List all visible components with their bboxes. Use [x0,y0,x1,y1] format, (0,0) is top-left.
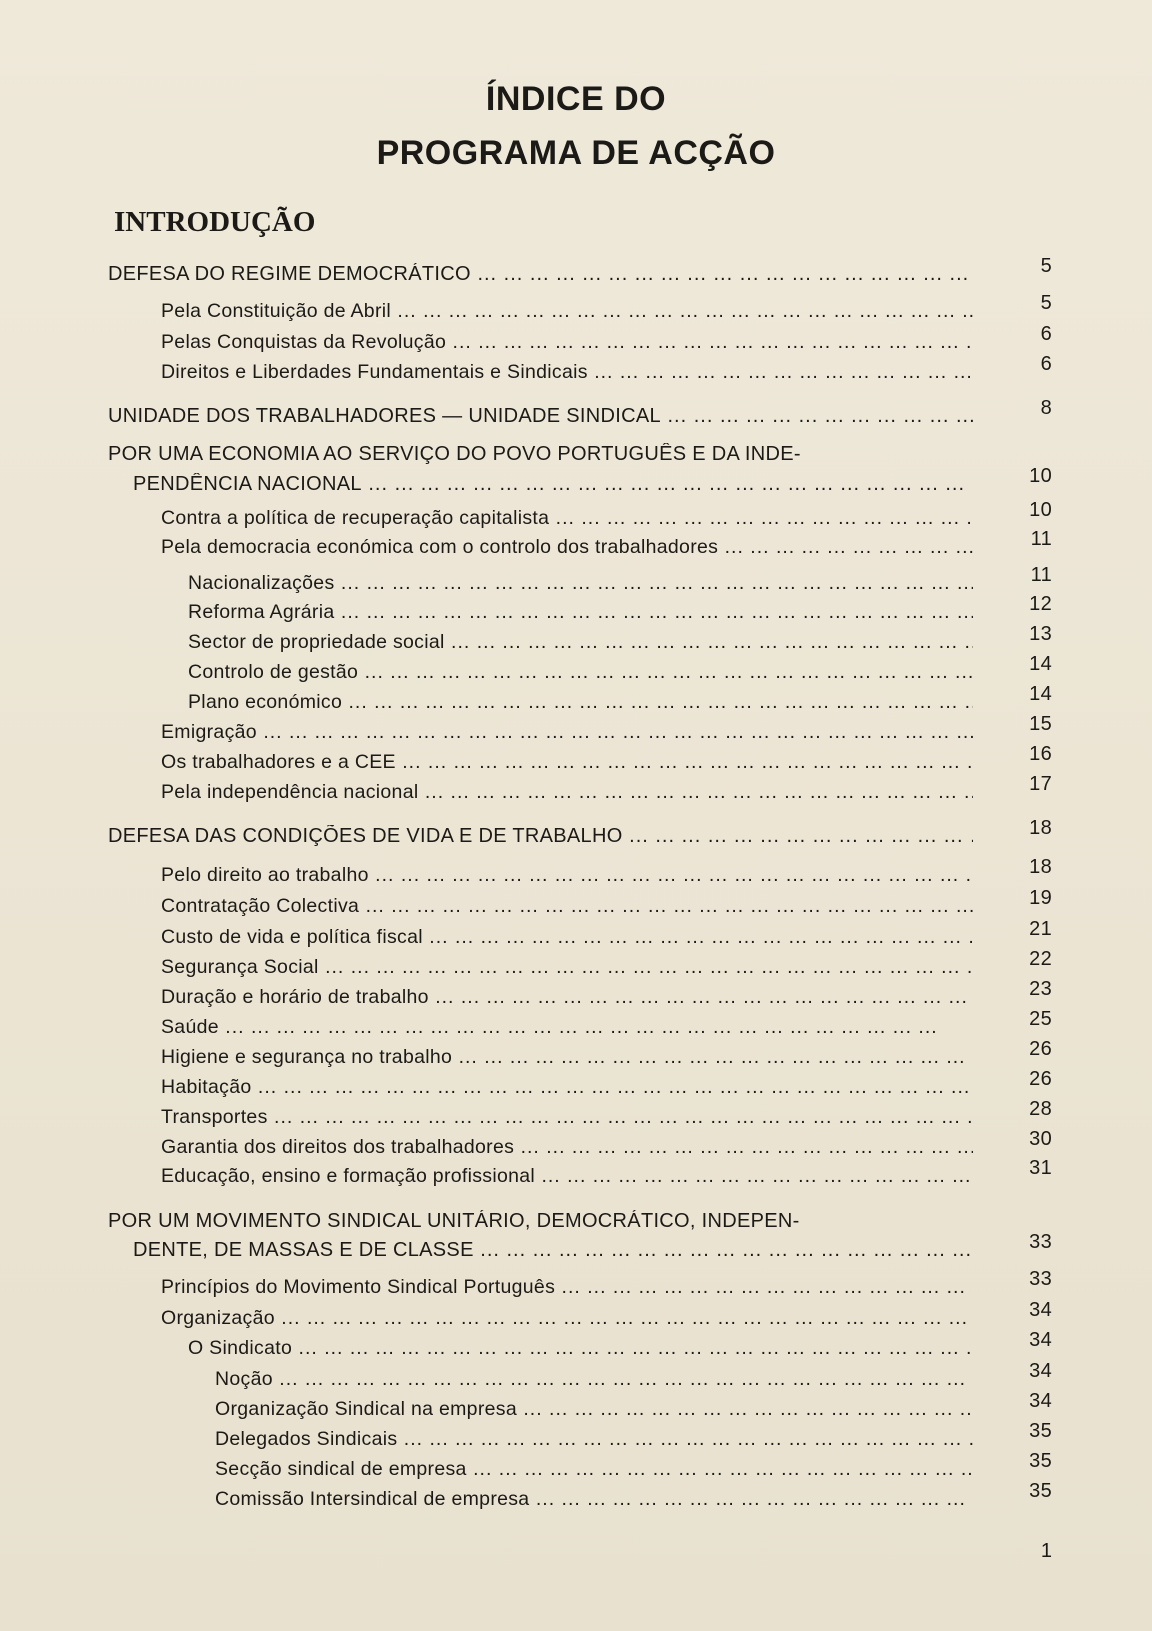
toc-entry-text: Saúde ... . [161,1016,973,1039]
toc-entry [0,1329,1152,1365]
toc-entry-page: 21 [1029,918,1052,940]
toc-entry [0,887,1152,923]
toc-entry-page: 34 [1029,1390,1052,1412]
toc-entry-page: 35 [1029,1480,1052,1502]
toc-entry-text: Contra a política de recuperação capitalista ... . [161,507,973,530]
toc-entry-page: 6 [1040,323,1052,345]
toc-entry-page: 22 [1029,948,1052,970]
toc-entry-page: 10 [1029,499,1052,521]
toc-entry-text: Emigração ... . [161,721,973,744]
toc-entry-page: 35 [1029,1420,1052,1442]
toc-entry-page: 8 [1040,397,1052,419]
toc-entry [0,528,1152,564]
toc-entry [0,1450,1152,1486]
toc-entry [0,817,1152,853]
toc-entry-text: Habitação ... . [161,1076,973,1099]
toc-entry-text: DEFESA DAS CONDIÇÕES DE VIDA E DE TRABALHO ... . [108,825,973,848]
toc-entry-text: Nacionalizações ... . [188,572,973,595]
toc-entry-page: 34 [1029,1299,1052,1321]
toc-entry-text: DEFESA DO REGIME DEMOCRÁTICO ... . [108,263,973,286]
toc-entry-text: Noção ... . [215,1368,973,1391]
toc-entry-page: 33 [1029,1268,1052,1290]
page-number: 1 [1040,1540,1052,1562]
toc-entry-text: DENTE, DE MASSAS E DE CLASSE ... . [133,1239,973,1262]
toc-entry-text: O Sindicato ... . [188,1337,973,1360]
toc-entry-page: 10 [1029,465,1052,487]
toc-entry-text: Reforma Agrária ... . [188,601,973,624]
toc-entry [0,1420,1152,1456]
toc-entry [0,443,1152,471]
toc-entry-page: 12 [1029,593,1052,615]
toc-entry-page: 17 [1029,773,1052,795]
toc-entry-text: Educação, ensino e formação profissional ... . [161,1165,973,1188]
toc-entry [0,683,1152,719]
toc-entry-text: Secção sindical de empresa ... . [215,1458,973,1481]
index-title-line2: PROGRAMA DE ACÇÃO [376,134,776,172]
toc-entry [0,948,1152,984]
toc-entry-text: Transportes ... . [161,1106,973,1129]
toc-entry-text: Organização Sindical na empresa ... . [215,1398,973,1421]
toc-entry [0,1157,1152,1193]
toc-entry-page: 31 [1029,1157,1052,1179]
toc-entry [0,1480,1152,1516]
toc-entry [0,1390,1152,1426]
toc-entry [0,1268,1152,1304]
toc-entry [0,1008,1152,1044]
toc-entry [0,1210,1152,1238]
toc-entry-page: 11 [1030,564,1052,586]
index-title-line1: ÍNDICE DO [485,80,667,118]
toc-entry-page: 34 [1029,1360,1052,1382]
toc-entry-page: 30 [1029,1128,1052,1150]
toc-entry-text: Higiene e segurança no trabalho ... . [161,1046,973,1069]
toc-entry-text: Delegados Sindicais ... . [215,1428,973,1451]
toc-entry-text: UNIDADE DOS TRABALHADORES — UNIDADE SINDICAL ... . [108,405,973,428]
toc-entry-text: Pela independência nacional ... . [161,781,973,804]
toc-entry [0,593,1152,629]
toc-entry-text: Pelas Conquistas da Revolução ... . [161,331,973,354]
toc-entry [0,743,1152,779]
toc-entry [0,1360,1152,1396]
toc-entry-page: 5 [1040,292,1052,314]
toc-entry-page: 25 [1029,1008,1052,1030]
toc-entry-page: 26 [1029,1038,1052,1060]
toc-entry-text: Pelo direito ao trabalho ... . [161,864,973,887]
toc-entry-page: 5 [1040,255,1052,277]
toc-entry [0,856,1152,892]
toc-entry-text: Princípios do Movimento Sindical Português ... . [161,1276,973,1299]
toc-entry-text: Controlo de gestão ... . [188,661,973,684]
toc-entry-page: 13 [1029,623,1052,645]
toc-entry-text: Plano económico ... . [188,691,973,714]
toc-entry-text: Os trabalhadores e a CEE ... . [161,751,973,774]
toc-entry [0,918,1152,954]
toc-entry-text: Pela Constituição de Abril ... . [161,300,973,323]
toc-entry-text: Organização ... . [161,1307,973,1330]
toc-entry-page: 34 [1029,1329,1052,1351]
toc-entry-text: Pela democracia económica com o controlo dos trabalhadores ... . [161,536,973,559]
toc-entry-page: 11 [1030,528,1052,550]
toc-entry-text: Segurança Social ... . [161,956,973,979]
toc-entry [0,1038,1152,1074]
toc-entry-page: 26 [1029,1068,1052,1090]
toc-entry [0,323,1152,359]
toc-entry [0,1231,1152,1267]
toc-entry-page: 16 [1029,743,1052,765]
toc-entry [0,713,1152,749]
toc-entry [0,465,1152,501]
toc-entry-text: Duração e horário de trabalho ... . [161,986,973,1009]
toc-entry [0,353,1152,389]
toc-entry [0,564,1152,600]
toc-entry [0,1098,1152,1134]
toc-entry-page: 28 [1029,1098,1052,1120]
toc-entry [0,773,1152,809]
toc-entry-text: Contratação Colectiva ... . [161,895,973,918]
section-introduction-heading: INTRODUÇÃO [114,206,316,238]
toc-entry [0,499,1152,535]
toc-entry [0,1299,1152,1335]
toc-entry-page: 18 [1029,856,1052,878]
toc-entry-text: POR UM MOVIMENTO SINDICAL UNITÁRIO, DEMOCRÁTICO, INDEPEN- [108,1210,800,1232]
toc-entry-page: 6 [1040,353,1052,375]
toc-entry-text: Sector de propriedade social ... . [188,631,973,654]
toc-entry [0,1128,1152,1164]
toc-entry-page: 14 [1029,653,1052,675]
toc-entry [0,255,1152,291]
toc-entry-text: Custo de vida e política fiscal ... . [161,926,973,949]
toc-entry-text: Garantia dos direitos dos trabalhadores ... . [161,1136,973,1159]
toc-entry-page: 14 [1029,683,1052,705]
toc-entry-page: 35 [1029,1450,1052,1472]
toc-entry [0,653,1152,689]
toc-entry [0,978,1152,1014]
toc-entry-text: POR UMA ECONOMIA AO SERVIÇO DO POVO PORTUGUÊS E DA INDE- [108,443,801,465]
toc-entry-text: Comissão Intersindical de empresa ... . [215,1488,973,1511]
toc-entry-text: Direitos e Liberdades Fundamentais e Sindicais ... . [161,361,973,384]
toc-entry [0,1068,1152,1104]
toc-entry-page: 19 [1029,887,1052,909]
toc-entry-page: 15 [1029,713,1052,735]
toc-entry [0,397,1152,433]
toc-entry-page: 33 [1029,1231,1052,1253]
toc-entry-page: 23 [1029,978,1052,1000]
toc-entry-page: 18 [1029,817,1052,839]
toc-entry [0,292,1152,328]
toc-entry-text: PENDÊNCIA NACIONAL ... . [133,473,973,496]
toc-entry [0,623,1152,659]
